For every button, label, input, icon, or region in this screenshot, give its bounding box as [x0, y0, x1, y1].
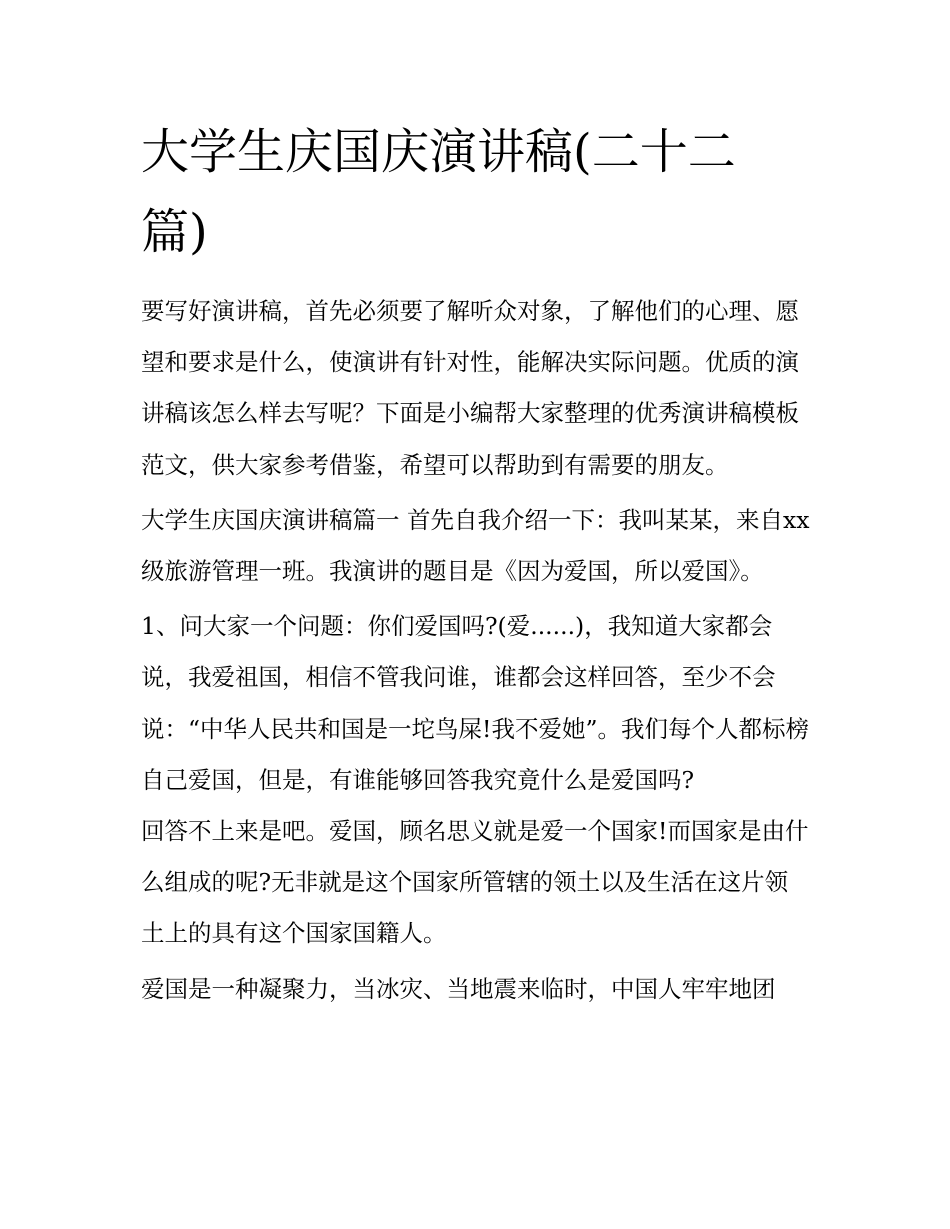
paragraph-answer: 回答不上来是吧。爱国，顾名思义就是爱一个国家!而国家是由什么组成的呢?无非就是这个国家所管辖的领土以及生活在这片领土上的具有这个国家国籍人。	[141, 817, 809, 948]
document-content	[141, 112, 811, 1015]
document-title: 大学生庆国庆演讲稿(二十二篇)	[141, 124, 736, 260]
paragraph-speech-one-opening: 大学生庆国庆演讲稿篇一 首先自我介绍一下：我叫某某，来自xx级旅游管理一班。我演讲的题目是《因为爱国，所以爱国》。	[141, 505, 810, 586]
paragraph-intro: 要写好演讲稿，首先必须要了解听众对象，了解他们的心理、愿望和要求是什么，使演讲有针对性，能解决实际问题。优质的演讲稿该怎么样去写呢？下面是小编帮大家整理的优秀演讲稿模板范文，供大家参考借鉴，希望可以帮助到有需要的朋友。	[141, 297, 799, 479]
paragraph-question: 1、问大家一个问题：你们爱国吗?(爱......)，我知道大家都会说，我爱祖国，相信不管我问谁，谁都会这样回答，至少不会说：“中华人民共和国是一坨鸟屎!我不爱她”。我们每个人都标榜自己爱国，但是，有谁能够回答我究竟什么是爱国吗?	[141, 612, 809, 794]
paragraph-cohesion: 爱国是一种凝聚力，当冰灾、当地震来临时，中国人牢牢地团	[141, 974, 776, 1003]
